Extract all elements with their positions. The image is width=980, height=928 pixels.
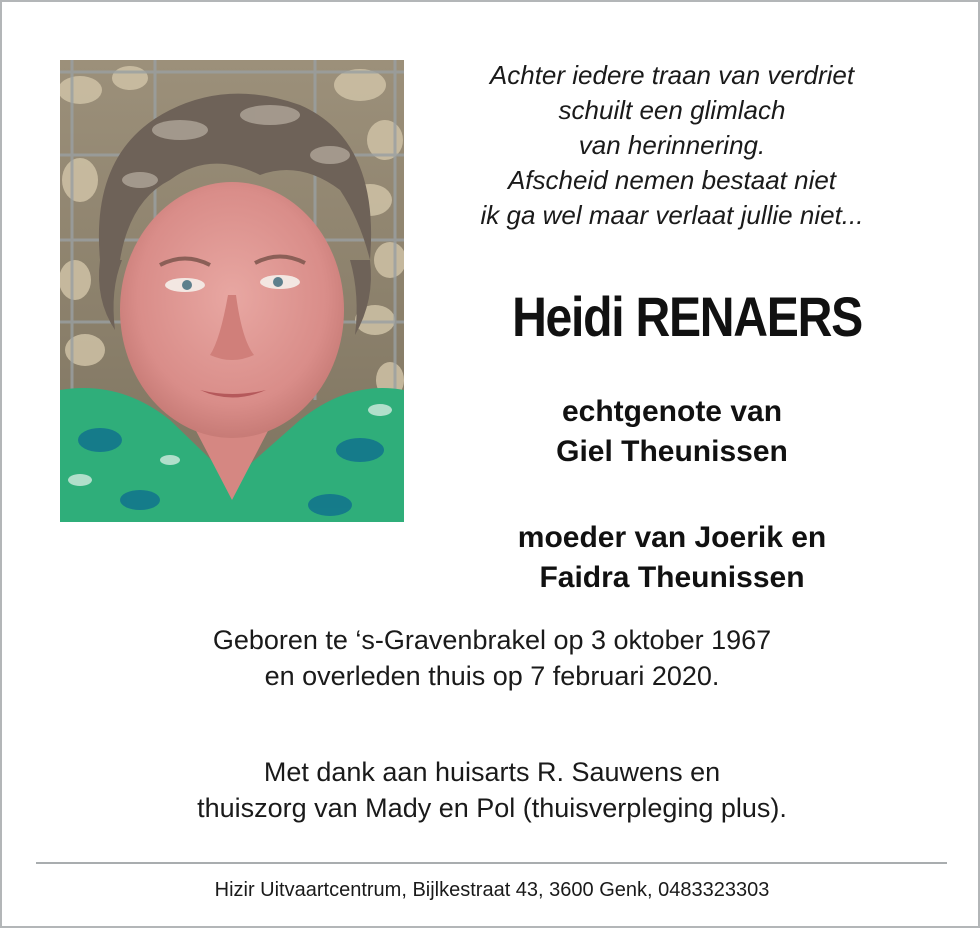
deceased-name: Heidi RENAERS: [512, 285, 862, 348]
funeral-home-footer: Hizir Uitvaartcentrum, Bijlkestraat 43, 3600 Genk, 0483323303: [214, 879, 770, 901]
relation-line: moeder van Joerik en: [517, 521, 827, 554]
poem-line: Afscheid nemen bestaat niet: [507, 165, 837, 195]
relation-line: Faidra Theunissen: [539, 561, 805, 594]
thanks-note: [42, 754, 942, 826]
portrait-photo: [60, 60, 404, 522]
poem-line: Achter iedere traan van verdriet: [489, 60, 855, 90]
relation-line: echtgenote van: [561, 395, 783, 428]
children-relation: [422, 518, 922, 598]
spouse-relation: [422, 392, 922, 472]
portrait-illustration: [60, 60, 404, 522]
life-dates: [42, 622, 942, 694]
dates-line: Geboren te ‘s-Gravenbrakel op 3 oktober 1967: [212, 625, 772, 655]
poem-line: van herinnering.: [578, 130, 766, 160]
poem-line: ik ga wel maar verlaat jullie niet...: [480, 200, 864, 230]
poem-line: schuilt een glimlach: [558, 95, 786, 125]
thanks-line: Met dank aan huisarts R. Sauwens en: [263, 757, 721, 787]
relation-line: Giel Theunissen: [556, 435, 788, 468]
dates-line: en overleden thuis op 7 februari 2020.: [264, 661, 720, 691]
poem: [422, 58, 922, 233]
thanks-line: thuiszorg van Mady en Pol (thuisverpleging plus).: [197, 793, 787, 823]
divider: [36, 862, 947, 864]
